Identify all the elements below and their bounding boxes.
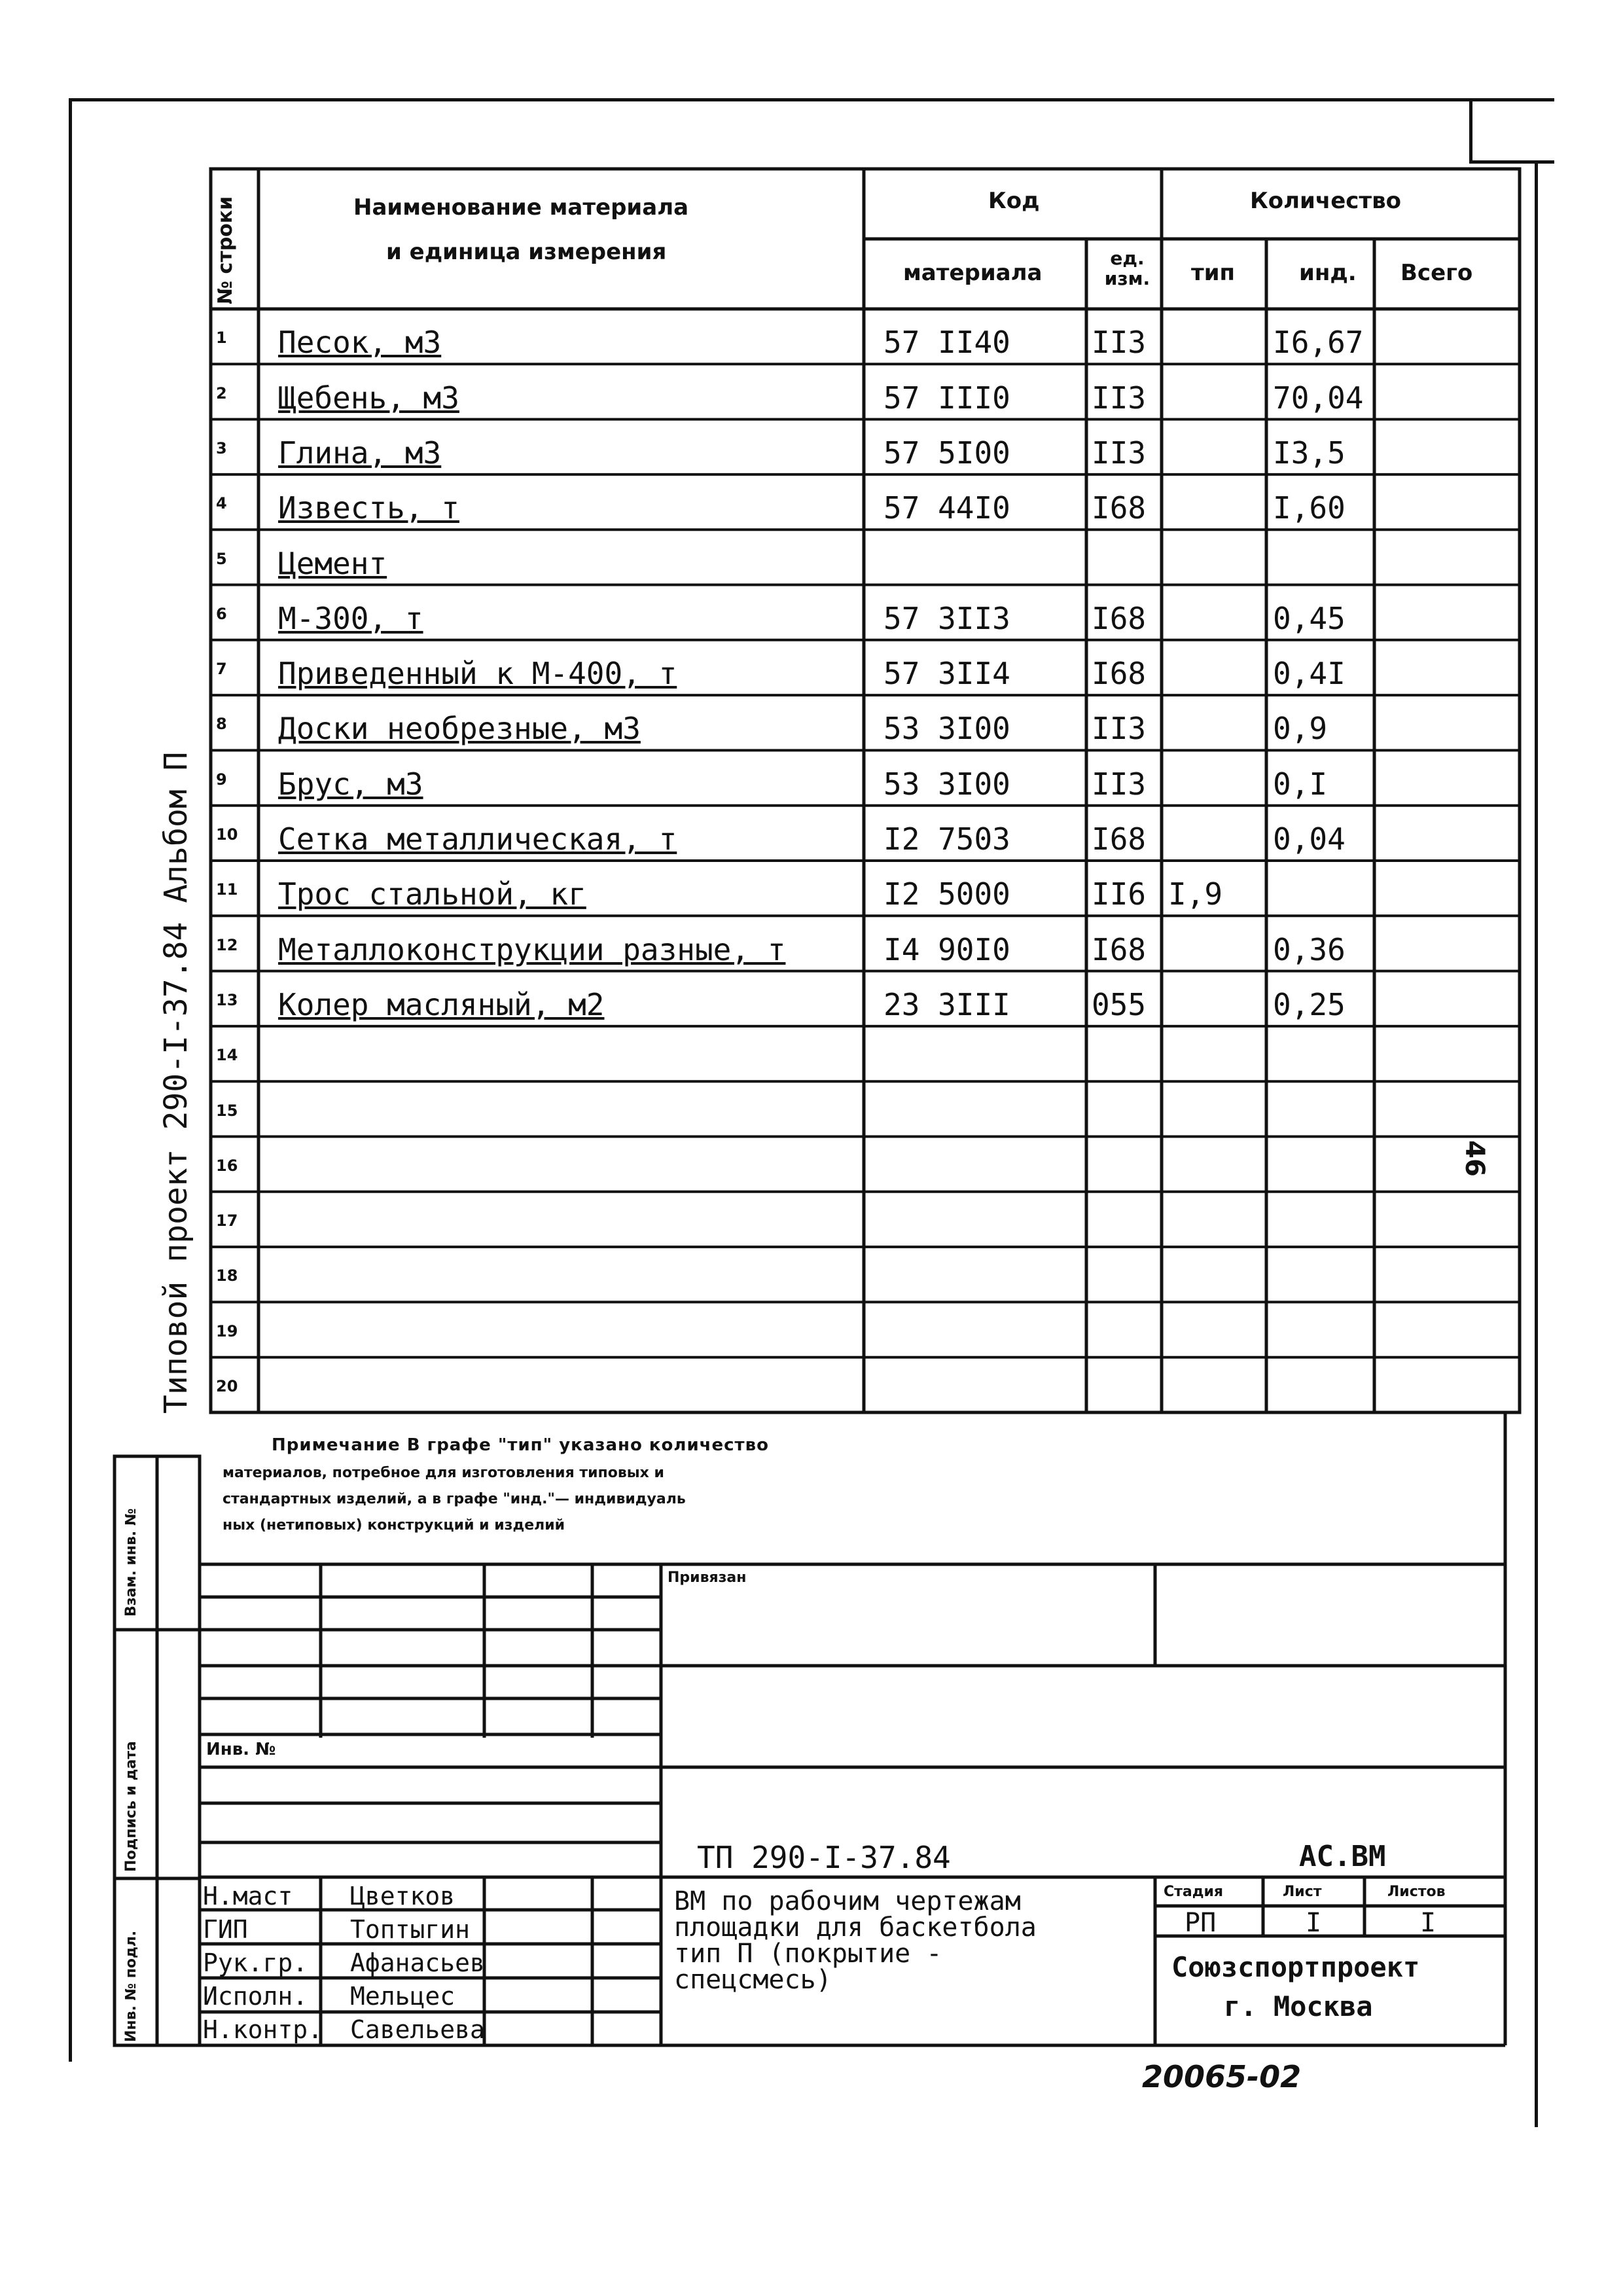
signatory-role: Н.контр. — [203, 2015, 323, 2044]
header-name-line2: и единица измерения — [386, 239, 667, 265]
side-podpis-label: Подпись и дата — [123, 1741, 139, 1872]
org-name: Союзспортпроект — [1171, 1951, 1420, 1983]
row-number: 3 — [216, 439, 227, 457]
signatory-role: Н.маст — [203, 1882, 293, 1910]
qty-ind: 0,04 — [1273, 821, 1346, 857]
row-number: 11 — [216, 880, 238, 899]
sheet-value: I — [1306, 1908, 1322, 1938]
note-line-3: стандартных изделий, а в графе "инд."— индивидуаль — [223, 1491, 686, 1507]
row-number: 9 — [216, 770, 227, 789]
note-line-4: ных (нетиповых) конструкций и изделий — [223, 1517, 565, 1534]
material-code: 57 44I0 — [883, 490, 1010, 526]
footer-number: 20065-02 — [1142, 2059, 1302, 2094]
material-name: Щебень, м3 — [278, 380, 459, 416]
doc-title-line-3: тип П (покрытие - — [674, 1939, 942, 1969]
material-code: 53 3I00 — [883, 766, 1010, 802]
row-number: 18 — [216, 1266, 238, 1285]
header-qty-ind: инд. — [1299, 260, 1357, 286]
header-code-unit-text: ед. изм. — [1104, 247, 1150, 289]
row-number: 19 — [216, 1321, 238, 1340]
signatory-name: Мельцес — [350, 1982, 455, 2011]
material-name: Песок, м3 — [278, 325, 442, 361]
unit-code: II3 — [1092, 435, 1147, 471]
qty-ind: 0,25 — [1273, 986, 1346, 1022]
doc-mark: АС.ВМ — [1299, 1840, 1386, 1873]
row-number: 20 — [216, 1377, 238, 1395]
unit-code: II3 — [1092, 325, 1147, 361]
side-inv-label: Инв. № подл. — [123, 1930, 139, 2042]
material-code: 57 III0 — [883, 380, 1010, 416]
qty-ind: 0,9 — [1273, 711, 1328, 747]
qty-type: I,9 — [1168, 876, 1223, 912]
qty-ind: 0,4I — [1273, 656, 1346, 692]
doc-title-line-1: ВМ по рабочим чертежам — [674, 1886, 1021, 1916]
material-name: Металлоконструкции разные, т — [278, 931, 786, 967]
row-number: 1 — [216, 329, 227, 348]
stage-value: РП — [1185, 1908, 1217, 1938]
unit-code: II3 — [1092, 380, 1147, 416]
signatory-name: Савельева — [350, 2015, 485, 2044]
doc-title-line-4: спецсмесь) — [674, 1965, 832, 1995]
inv-no-label: Инв. № — [206, 1740, 276, 1759]
unit-code: I68 — [1092, 821, 1147, 857]
unit-code: 055 — [1092, 986, 1147, 1022]
qty-ind: 0,36 — [1273, 931, 1346, 967]
qty-ind: 0,I — [1273, 766, 1328, 802]
signatory-role: Исполн. — [203, 1982, 308, 2011]
note-line-2: материалов, потребное для изготовления типовых и — [223, 1465, 664, 1481]
row-number: 5 — [216, 549, 227, 568]
stage-label: Стадия — [1164, 1884, 1224, 1900]
unit-code: I68 — [1092, 931, 1147, 967]
unit-code: II6 — [1092, 876, 1147, 912]
row-number: 8 — [216, 715, 227, 734]
material-code: I4 90I0 — [883, 931, 1010, 967]
signatory-name: Топтыгин — [350, 1915, 471, 1944]
signatory-role: ГИП — [203, 1915, 248, 1944]
header-row-no: № строки — [214, 196, 237, 304]
material-name: Сетка металлическая, т — [278, 821, 677, 857]
unit-code: II3 — [1092, 711, 1147, 747]
row-number: 16 — [216, 1156, 238, 1175]
material-code: I2 5000 — [883, 876, 1010, 912]
row-number: 17 — [216, 1211, 238, 1230]
row-number: 13 — [216, 990, 238, 1009]
row-number: 7 — [216, 660, 227, 679]
material-code: 57 3II4 — [883, 656, 1010, 692]
qty-ind: I6,67 — [1273, 325, 1364, 361]
material-name: Доски необрезные, м3 — [278, 711, 641, 747]
material-name: М-300, т — [278, 600, 423, 636]
material-name: Глина, м3 — [278, 435, 442, 471]
doc-title-line-2: площадки для баскетбола — [674, 1912, 1037, 1943]
row-number: 15 — [216, 1101, 238, 1120]
sheet-label: Лист — [1283, 1884, 1322, 1900]
page-number: 46 — [1459, 1140, 1489, 1177]
side-vzam-label: Взам. инв. № — [123, 1508, 139, 1617]
row-number: 2 — [216, 384, 227, 403]
unit-code: I68 — [1092, 490, 1147, 526]
header-qty-type: тип — [1191, 260, 1236, 286]
material-name: Приведенный к М-400, т — [278, 656, 677, 692]
material-code: I2 7503 — [883, 821, 1010, 857]
material-name: Колер масляный, м2 — [278, 986, 605, 1022]
row-number: 12 — [216, 935, 238, 954]
signatory-name: Афанасьев — [350, 1948, 485, 1977]
row-number: 6 — [216, 604, 227, 623]
material-code: 23 3III — [883, 986, 1010, 1022]
material-name: Известь, т — [278, 490, 459, 526]
qty-ind: 70,04 — [1273, 380, 1364, 416]
header-name-line1: Наименование материала — [353, 194, 689, 221]
header-code: Код — [988, 188, 1040, 214]
signatory-role: Рук.гр. — [203, 1948, 308, 1977]
header-qty-total: Всего — [1400, 260, 1473, 286]
signatory-name: Цветков — [350, 1882, 455, 1910]
header-qty: Количество — [1250, 188, 1402, 214]
header-code-material: материала — [903, 260, 1043, 286]
material-code: 53 3I00 — [883, 711, 1010, 747]
qty-ind: I3,5 — [1273, 435, 1346, 471]
material-name: Цемент — [278, 545, 387, 581]
sheets-label: Листов — [1387, 1884, 1446, 1900]
material-name: Брус, м3 — [278, 766, 423, 802]
unit-code: I68 — [1092, 656, 1147, 692]
material-code: 57 II40 — [883, 325, 1010, 361]
material-code: 57 3II3 — [883, 600, 1010, 636]
qty-ind: 0,45 — [1273, 600, 1346, 636]
row-number: 14 — [216, 1046, 238, 1065]
material-name: Трос стальной, кг — [278, 876, 586, 912]
privyazan-label: Привязан — [668, 1570, 747, 1586]
row-number: 4 — [216, 494, 227, 513]
side-project-label: Типовой проект 290-I-37.84 Альбом П — [158, 751, 194, 1414]
unit-code: II3 — [1092, 766, 1147, 802]
qty-ind: I,60 — [1273, 490, 1346, 526]
org-city: г. Москва — [1224, 1990, 1373, 2022]
doc-code: ТП 290-I-37.84 — [697, 1840, 951, 1875]
row-number: 10 — [216, 825, 238, 844]
note-line-1: Примечание В графе "тип" указано количество — [272, 1435, 769, 1455]
unit-code: I68 — [1092, 600, 1147, 636]
material-code: 57 5I00 — [883, 435, 1010, 471]
sheets-value: I — [1420, 1908, 1436, 1938]
